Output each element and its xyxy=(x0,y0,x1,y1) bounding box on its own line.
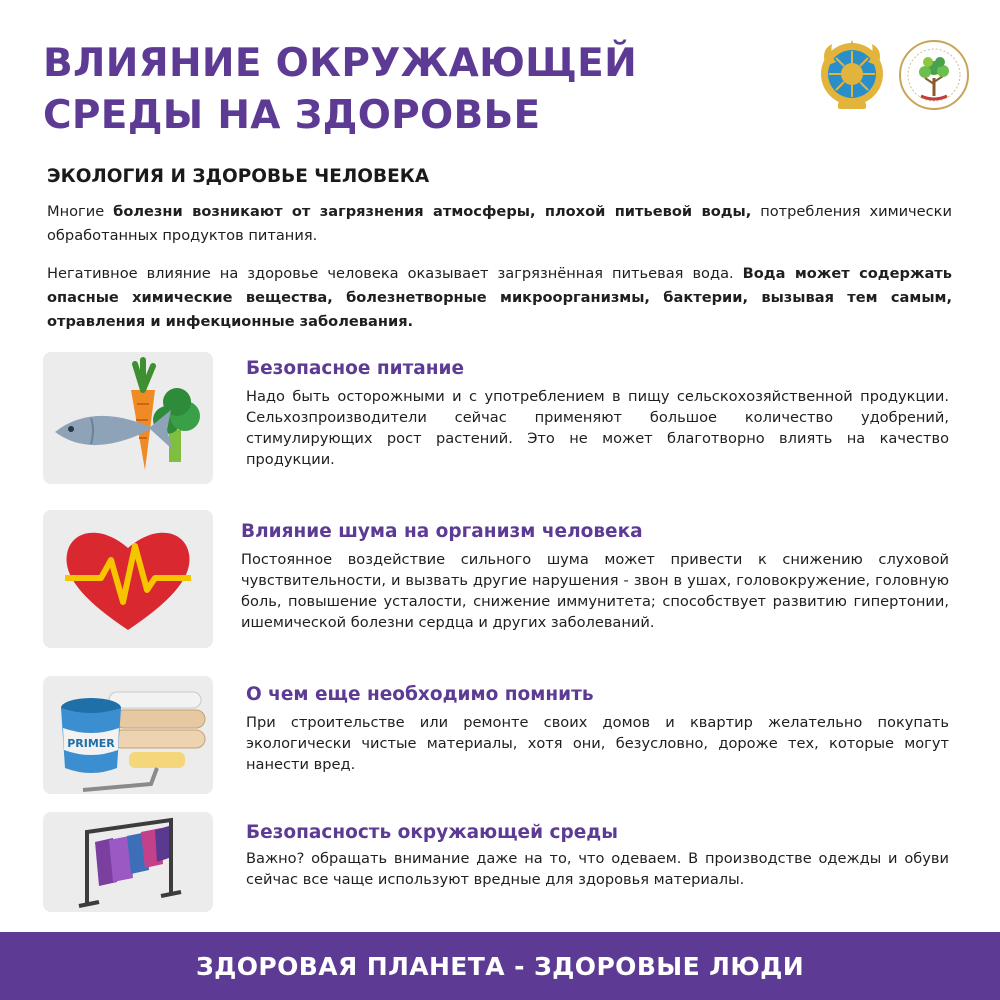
page-title-line-2: СРЕДЫ НА ЗДОРОВЬЕ xyxy=(43,93,541,138)
intro-p1-bold: болезни возникают от загрязнения атмосферы, плохой питьевой воды, xyxy=(113,203,752,220)
card-title-remember: О чем еще необходимо помнить xyxy=(246,684,594,705)
ministry-tree-emblem-icon xyxy=(897,38,971,112)
intro-p2-text-a: Негативное влияние на здоровье человека оказывает загрязнённая питьевая вода. xyxy=(47,265,743,282)
intro-p1-text-a: Многие xyxy=(47,203,114,220)
card-text-safe-food: Надо быть осторожными и с употреблением в пищу сельскохозяйственной продукции. Сельхозпроизводители сейчас применяют большое количество удобрений, стимулирующих рост растений. Это не может благотворно влиять на качество продукции. xyxy=(246,388,949,468)
card-title-noise: Влияние шума на организм человека xyxy=(241,521,643,542)
kazakhstan-emblem-icon xyxy=(818,38,886,112)
card-text-remember: При строительстве или ремонте своих домов и квартир желательно покупать экологически чистые материалы, хотя они, безусловно, дороже тех, которые могут нанести вред. xyxy=(246,714,949,773)
clothes-rack-icon xyxy=(43,812,213,912)
footer-banner xyxy=(0,932,1000,1000)
primer-label: PRIMER xyxy=(67,737,115,750)
heart-pulse-icon xyxy=(43,510,213,648)
footer-slogan: ЗДОРОВАЯ ПЛАНЕТА - ЗДОРОВЫЕ ЛЮДИ xyxy=(195,951,805,981)
intro-p1-text-c: потребления химически обработанных продуктов питания. xyxy=(47,203,952,244)
food-icon xyxy=(43,352,213,484)
building-materials-icon xyxy=(43,676,213,794)
card-text-environment: Важно? обращать внимание даже на то, что одеваем. В производстве одежды и обуви сейчас все чаще используют вредные для здоровья материалы. xyxy=(246,850,949,888)
intro-p2-bold: Вода может содержать опасные химические вещества, болезнетворные микроорганизмы, бактерии, вызывая тем самым, отравления и инфекционные заболевания. xyxy=(47,265,952,330)
card-title-safe-food: Безопасное питание xyxy=(246,358,465,379)
intro-paragraph-1 xyxy=(47,200,952,248)
intro-paragraph-2 xyxy=(47,262,952,334)
card-text-noise: Постоянное воздействие сильного шума может привести к снижению слуховой чувствительности, и вызвать другие нарушения - звон в ушах, головокружение, головную боль, повышение усталости, снижение иммунитета; способствует развитию гипертонии, ишемической болезни сердца и других заболеваний. xyxy=(241,551,949,631)
page-title xyxy=(43,38,637,142)
page-title-line-1: ВЛИЯНИЕ ОКРУЖАЮЩЕЙ xyxy=(43,41,638,86)
card-title-environment: Безопасность окружающей среды xyxy=(246,822,618,843)
section-heading: ЭКОЛОГИЯ И ЗДОРОВЬЕ ЧЕЛОВЕКА xyxy=(47,166,430,187)
